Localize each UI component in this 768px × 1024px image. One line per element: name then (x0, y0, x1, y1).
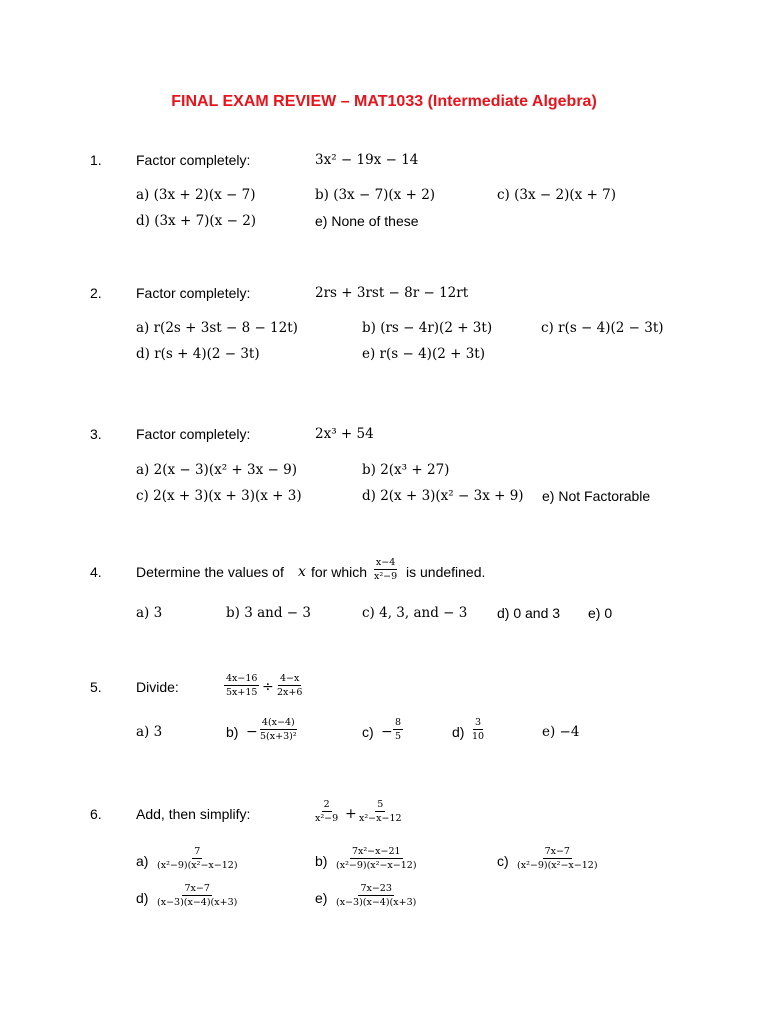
question-5-fraction-1 (224, 673, 259, 698)
question-6-fraction-2-numerator: 5 (377, 799, 384, 810)
question-5-fraction-2-numerator: 4−x (280, 673, 300, 684)
question-3-option-e: e) Not Factorable (542, 488, 651, 504)
question-3-option-a: a) 2(x − 3)(x² + 3x − 9) (136, 462, 297, 478)
question-3-expression: 2x³ + 54 (315, 426, 374, 442)
question-6-option-c-denominator: (x²−9)(x²−x−12) (517, 860, 598, 871)
question-6-option-e-label: e) (315, 890, 328, 906)
question-6-option-c-numerator: 7x−7 (544, 846, 570, 857)
question-5-fraction-2 (275, 673, 304, 698)
question-5-option-c-label: c) (362, 724, 374, 740)
question-5-fraction-1-denominator: 5x+15 (226, 687, 258, 698)
question-4-option-b: b) 3 and − 3 (226, 605, 311, 621)
question-5-option-e: e) −4 (542, 724, 580, 740)
question-6-fraction-1-denominator: x²−9 (315, 813, 339, 824)
question-6-option-d-denominator: (x−3)(x−4)(x+3) (157, 897, 238, 908)
question-5-option-b-numerator: 4(x−4) (261, 717, 295, 728)
question-5-option-c-fraction (393, 717, 403, 742)
question-2-number: 2. (90, 285, 102, 301)
question-6-option-a-numerator: 7 (194, 846, 201, 857)
question-4-variable: x (298, 564, 306, 580)
question-2-option-b: b) (rs − 4r)(2 + 3t) (362, 320, 493, 336)
question-1-option-e: e) None of these (315, 213, 419, 229)
question-6-option-c-fraction (515, 846, 600, 871)
question-1-option-d: d) (3x + 7)(x − 2) (136, 213, 257, 229)
question-5-number: 5. (90, 679, 102, 695)
question-5-option-d-denominator: 10 (472, 731, 485, 742)
question-2-prompt: Factor completely: (136, 285, 251, 301)
question-6-option-e-numerator: 7x−23 (360, 883, 392, 894)
question-6-option-b-numerator: 7x²−x−21 (351, 846, 401, 857)
question-6-prompt: Add, then simplify: (136, 806, 251, 822)
question-4-option-e: e) 0 (588, 605, 613, 621)
question-3-prompt: Factor completely: (136, 426, 251, 442)
question-5-option-c-numerator: 8 (395, 717, 402, 728)
question-6-option-e-denominator: (x−3)(x−4)(x+3) (336, 897, 417, 908)
question-4-number: 4. (90, 564, 102, 580)
question-2-option-d: d) r(s + 4)(2 − 3t) (136, 346, 260, 362)
question-4-option-d: d) 0 and 3 (497, 605, 561, 621)
question-6-option-d-label: d) (136, 890, 149, 906)
question-6-plus-operator: + (345, 806, 357, 822)
question-5-option-b-denominator: 5(x+3)² (260, 731, 297, 742)
question-2-option-a: a) r(2s + 3st − 8 − 12t) (136, 320, 298, 336)
question-5-prompt: Divide: (136, 679, 179, 695)
question-5-option-b-fraction (258, 717, 299, 742)
question-5-option-c-denominator: 5 (395, 731, 402, 742)
question-5-option-b-label: b) (226, 724, 239, 740)
question-1-option-c: c) (3x − 2)(x + 7) (497, 187, 616, 203)
question-6-option-a-denominator: (x²−9)(x²−x−12) (157, 860, 238, 871)
question-5-fraction-1-numerator: 4x−16 (226, 673, 258, 684)
question-3-option-d: d) 2(x + 3)(x² − 3x + 9) (362, 488, 524, 504)
question-6-option-d-numerator: 7x−7 (184, 883, 210, 894)
question-2-expression: 2rs + 3rst − 8r − 12rt (315, 285, 469, 301)
question-6-option-d-fraction (155, 883, 239, 908)
question-2-option-e: e) r(s − 4)(2 + 3t) (362, 346, 485, 362)
question-6-fraction-1-numerator: 2 (323, 799, 330, 810)
question-4-fraction-numerator: x−4 (375, 557, 396, 568)
question-1-prompt: Factor completely: (136, 152, 251, 168)
question-6-option-b-label: b) (315, 853, 328, 869)
question-5-option-c-sign: − (381, 724, 393, 740)
question-5-divide-operator: ÷ (262, 679, 274, 695)
question-1-number: 1. (90, 152, 102, 168)
question-4-prompt-mid: for which (311, 564, 368, 580)
question-1-expression: 3x² − 19x − 14 (315, 152, 419, 168)
question-4-prompt-after: is undefined. (406, 564, 486, 580)
question-6-option-b-fraction (334, 846, 419, 871)
question-4-fraction-denominator: x²−9 (374, 571, 398, 582)
question-1-option-b: b) (3x − 7)(x + 2) (315, 187, 436, 203)
question-5-option-a: a) 3 (136, 724, 163, 740)
question-6-option-a-fraction (155, 846, 240, 871)
question-6-fraction-1 (313, 799, 340, 824)
question-4-fraction (372, 557, 399, 582)
question-5-option-d-label: d) (452, 724, 465, 740)
question-5-option-b-sign: − (246, 724, 258, 740)
question-6-option-c-label: c) (497, 853, 509, 869)
question-4-prompt-before: Determine the values of (136, 564, 284, 580)
question-2-option-c: c) r(s − 4)(2 − 3t) (541, 320, 664, 336)
question-4-option-a: a) 3 (136, 605, 163, 621)
question-6-option-a-label: a) (136, 853, 149, 869)
question-4-option-c: c) 4, 3, and − 3 (362, 605, 468, 621)
question-5-fraction-2-denominator: 2x+6 (277, 687, 303, 698)
question-6-number: 6. (90, 806, 102, 822)
question-3-option-c: c) 2(x + 3)(x + 3)(x + 3) (136, 488, 302, 504)
question-5-option-d-numerator: 3 (475, 717, 482, 728)
question-5-option-d-fraction (470, 717, 486, 742)
question-6-fraction-2-denominator: x²−x−12 (359, 813, 402, 824)
page-title: FINAL EXAM REVIEW – MAT1033 (Intermediate Algebra) (171, 93, 597, 110)
question-6-option-e-fraction (334, 883, 418, 908)
question-6-option-b-denominator: (x²−9)(x²−x−12) (336, 860, 417, 871)
question-3-option-b: b) 2(x³ + 27) (362, 462, 450, 478)
question-6-fraction-2 (357, 799, 404, 824)
question-1-option-a: a) (3x + 2)(x − 7) (136, 187, 256, 203)
question-3-number: 3. (90, 426, 102, 442)
